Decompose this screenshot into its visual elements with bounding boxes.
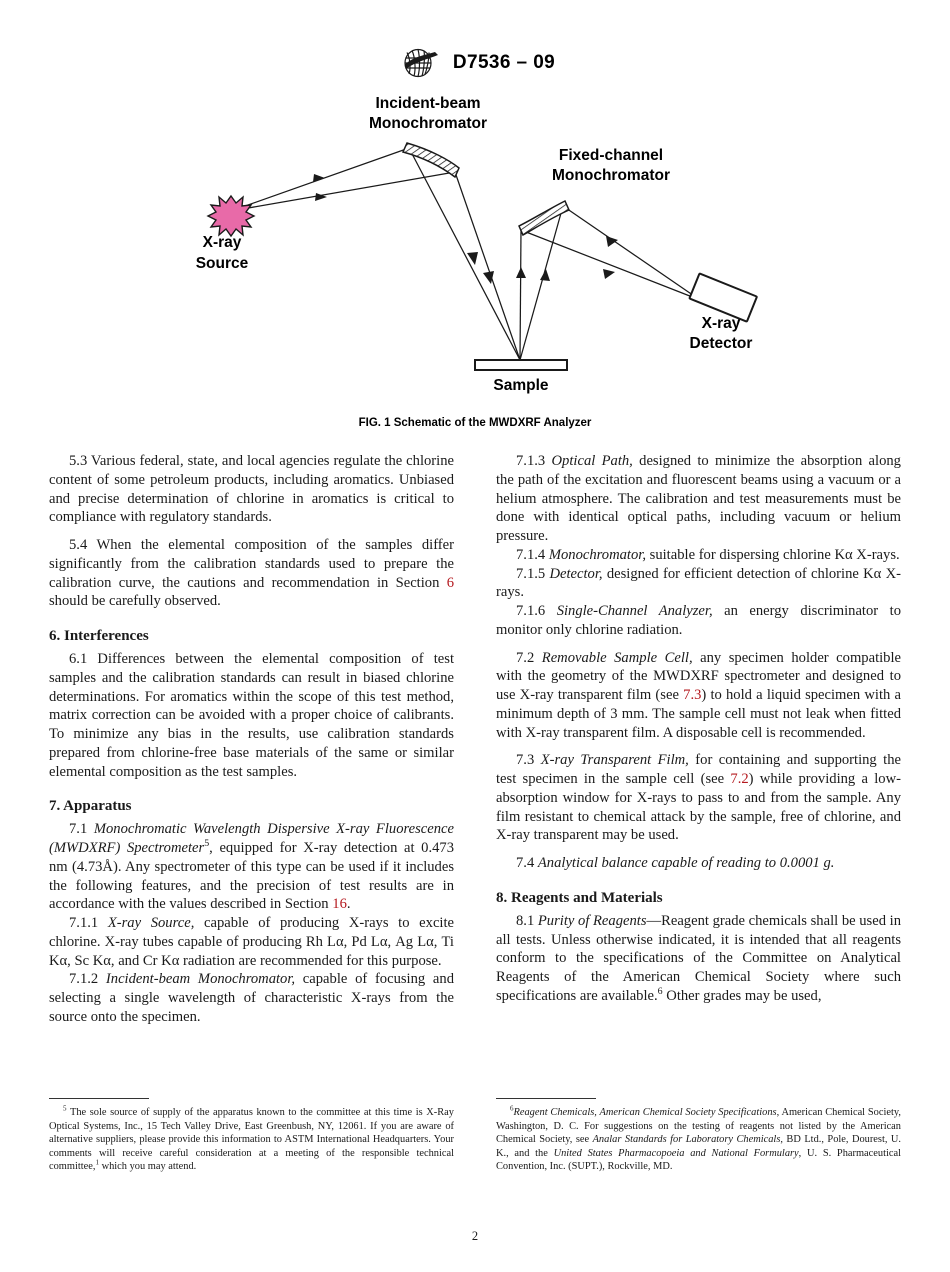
- paragraph-7-4-term: Analytical balance capable of reading to 0.0001 g.: [537, 855, 835, 871]
- paragraph-7-1-end: .: [346, 896, 351, 913]
- footnote-5: [49, 1106, 454, 1174]
- page-header: [0, 48, 950, 78]
- paragraph-7-1-3-term: Optical Path,: [551, 453, 633, 469]
- mwdxrf-schematic-diagram: [165, 88, 785, 413]
- footnote-5-inline-marker[interactable]: 1: [95, 1158, 99, 1167]
- paragraph-7-1-number: 7.1: [69, 821, 94, 838]
- paragraph-7-1-2-body: capable of focusing and selecting a single wavelength of characteristic X-rays from the source onto the specimen.: [49, 971, 454, 1025]
- paragraph-7-2-body-a: any specimen holder compatible with the geometry of the MWDXRF spectrometer and designed to use X-ray transparent film (see: [496, 649, 902, 703]
- footnote-marker-5[interactable]: 5: [204, 838, 210, 850]
- footnote-6-italic-3: United States Pharmacopoeia and National Formulary: [553, 1147, 799, 1159]
- figure-1: [0, 88, 950, 429]
- section-reference-6[interactable]: 6: [446, 574, 454, 591]
- paragraph-7-1-2: [49, 970, 454, 1026]
- incident-beam-monochromator-crystal: [403, 143, 459, 177]
- paragraph-8-1: [496, 912, 901, 1006]
- paragraph-7-1-1-body: capable of producing X-rays to excite chlorine. X-ray tubes capable of producing Rh Lα, Pd Lα, Ag Lα, Ti Kα, Sc Kα, and Cr Kα radiation are recommended for this purpose.: [49, 915, 455, 969]
- paragraph-5-4-text-a: 5.4 When the elemental composition of the samples differ significantly from the calibration standards used to prepare the calibration curve, the cautions and recommendation in Section: [49, 537, 454, 591]
- footnote-marker-6[interactable]: 6: [657, 985, 663, 997]
- paragraph-7-3-term: X-ray Transparent Film,: [540, 752, 689, 769]
- paragraph-7-2-term: Removable Sample Cell,: [541, 649, 693, 666]
- paragraph-7-4: [496, 854, 901, 873]
- paragraph-7-1-term: Monochromatic Wavelength Dispersive X-ray Fluorescence (MWDXRF) Spectrometer: [49, 821, 454, 856]
- paragraph-7-3-number: 7.3: [516, 752, 541, 769]
- paragraph-7-1-5: [496, 565, 901, 603]
- xray-source-symbol: [208, 196, 254, 236]
- astm-logo-icon: [395, 48, 441, 78]
- page-number: 2: [471, 1229, 479, 1243]
- paragraph-7-1: [49, 820, 454, 914]
- paragraph-7-2-body-b: ) to hold a liquid specimen with a minimum depth of 3 mm. The sample cell must not leak when fitted with X-ray transparent film. A disposable cell is recommended.: [496, 687, 902, 741]
- paragraph-7-3-body-a: for containing and supporting the test specimen in the sample cell (see: [496, 752, 901, 787]
- paragraph-7-1-6-body: an energy discriminator to monitor only chlorine radiation.: [496, 603, 901, 638]
- paragraph-7-1-4-number: 7.1.4: [516, 546, 549, 563]
- label-sample: Sample: [493, 377, 549, 394]
- sample-slab: [475, 360, 567, 370]
- paragraph-5-4: [49, 536, 454, 611]
- paragraph-7-1-4-term: Monochromator,: [548, 546, 646, 563]
- paragraph-7-1-4: [496, 546, 901, 565]
- footnote-6: [496, 1106, 901, 1174]
- footnote-column-right: [496, 1098, 901, 1174]
- paragraph-7-2-number: 7.2: [516, 649, 542, 666]
- section-reference-7-3[interactable]: 7.3: [683, 687, 702, 703]
- paragraph-7-1-6: [496, 602, 901, 640]
- left-column: [49, 452, 454, 1027]
- label-xray-source-line1: X-ray: [202, 234, 242, 251]
- paragraph-7-1-5-term: Detector,: [549, 565, 603, 582]
- right-column: [496, 452, 901, 1027]
- paragraph-8-1-body-b: Other grades may be used,: [662, 987, 822, 1004]
- paragraph-5-3: 5.3 Various federal, state, and local agencies regulate the chlorine content of some petroleum products, including aromatics. Unbiased and precise determination of chlorine in aromatics is critical to compliance with regulatory standards.: [49, 453, 454, 526]
- paragraph-7-1-5-body: designed for efficient detection of chlorine Kα X-rays.: [496, 565, 901, 601]
- paragraph-7-1-1: [49, 914, 454, 970]
- paragraph-8-1-body-a: —Reagent grade chemicals shall be used in all tests. Unless otherwise indicated, it is intended that all reagents conform to the specifications of the Committee on Analytical Reagents of the American Chemical Society where such specifications are available.: [496, 912, 902, 1004]
- footnote-6-italic-2: Analar Standards for Laboratory Chemicals: [592, 1134, 781, 1146]
- paragraph-5-4-text-b: should be carefully observed.: [49, 593, 221, 610]
- footnote-5-text-end: which you may attend.: [99, 1161, 197, 1173]
- paragraph-7-1-2-number: 7.1.2: [69, 971, 106, 988]
- paragraph-7-1-3-number: 7.1.3: [516, 453, 552, 469]
- section-reference-7-2[interactable]: 7.2: [730, 771, 749, 787]
- label-xray-source-line2: Source: [195, 255, 249, 272]
- footnotes-area: [49, 1098, 901, 1174]
- footnote-6-marker: 6: [510, 1104, 514, 1113]
- footnote-5-marker: 5: [63, 1104, 67, 1113]
- paragraph-7-1-2-term: Incident-beam Monochromator,: [105, 971, 296, 988]
- paragraph-7-1-3: [496, 452, 901, 546]
- heading-8-reagents-and-materials: 8. Reagents and Materials: [496, 889, 663, 906]
- label-fixed-channel-line1: Fixed-channel: [558, 147, 664, 164]
- paragraph-7-1-6-number: 7.1.6: [516, 603, 557, 619]
- footnote-5-text: The sole source of supply of the apparatus known to the committee at this time is X-Ray Optical Systems, Inc., 15 Tech Valley Drive, East Greenbush, NY, 12061. If you are aware of alternative suppliers, please provide this information to ASTM International Headquarters. Your comments will receive careful consideration at a meeting of the responsible technical committee,: [49, 1107, 454, 1173]
- label-incident-beam-monochromator-line2: Monochromator: [369, 115, 487, 132]
- paragraph-7-1-3-body: designed to minimize the absorption along the path of the excitation and fluorescent beams using a vacuum or a helium atmosphere. The calibration and test measurements must be done with identical optical paths, including vacuum or helium pressure.: [496, 453, 901, 544]
- paragraph-7-4-number: 7.4: [516, 855, 538, 871]
- paragraph-7-1-1-number: 7.1.1: [69, 915, 108, 931]
- label-incident-beam-monochromator-line1: Incident-beam: [375, 95, 481, 112]
- footnote-separator-rule-left: [49, 1098, 149, 1099]
- label-xray-detector-line1: X-ray: [701, 315, 741, 332]
- footnote-6-body-a: , American Chemical Society, Washington, D. C. For suggestions on the testing of reagents not listed by the American Chemical Society, see: [496, 1107, 901, 1146]
- fixed-channel-monochromator-crystal: [519, 201, 569, 235]
- footnote-separator-rule-right: [496, 1098, 596, 1099]
- paragraph-7-1-1-term: X-ray Source,: [107, 915, 195, 931]
- paragraph-7-1-4-body: suitable for dispersing chlorine Kα X-rays.: [646, 546, 900, 563]
- paragraph-7-3-body-b: ) while providing a low-absorption window for X-rays to pass to and from the sample. Any film resistant to chemical attack by the sample, free of chlorine, and X-ray transparent may be used.: [496, 771, 902, 844]
- standard-designation: D7536 – 09: [452, 52, 556, 73]
- section-reference-16[interactable]: 16: [332, 896, 347, 913]
- footnote-6-body-b: , BD Ltd., Pole, Dourest, U. K., and the: [496, 1134, 902, 1159]
- heading-7-apparatus: 7. Apparatus: [49, 798, 132, 815]
- heading-6-interferences: 6. Interferences: [49, 628, 149, 644]
- footnote-6-body-c: , U. S. Pharmaceutical Convention, Inc. (SUPT.), Rockville, MD.: [496, 1147, 901, 1173]
- label-fixed-channel-line2: Monochromator: [552, 167, 670, 184]
- figure-caption: FIG. 1 Schematic of the MWDXRF Analyzer: [358, 417, 592, 429]
- body-columns: [49, 452, 901, 1027]
- paragraph-7-1-6-term: Single-Channel Analyzer,: [556, 603, 713, 619]
- footnote-6-title: Reagent Chemicals, American Chemical Society Specifications: [513, 1107, 777, 1118]
- paragraph-8-1-number: 8.1: [516, 912, 538, 929]
- label-xray-detector-line2: Detector: [689, 335, 753, 352]
- paragraph-7-3: [496, 751, 901, 845]
- paragraph-7-2: [496, 649, 901, 743]
- paragraph-8-1-term: Purity of Reagents: [537, 912, 647, 929]
- footnote-column-left: [49, 1098, 454, 1174]
- paragraph-6-1: 6.1 Differences between the elemental composition of test samples and the calibration standards can result in biased chlorine determinations. For aromatics within the scope of this test method, matrix correction can be avoided with a proper choice of calibrants. To minimize any bias in the results, use calibration standards prepared from chlorine-free base materials of the same or similar elemental composition as the test samples.: [49, 651, 454, 780]
- paragraph-7-1-5-number: 7.1.5: [516, 565, 550, 582]
- paragraph-7-1-body: , equipped for X-ray detection at 0.473 nm (4.73Å). Any spectrometer of this type can be used if it includes the following features, and the precision of test results are in accordance with the values described in Section: [49, 840, 455, 913]
